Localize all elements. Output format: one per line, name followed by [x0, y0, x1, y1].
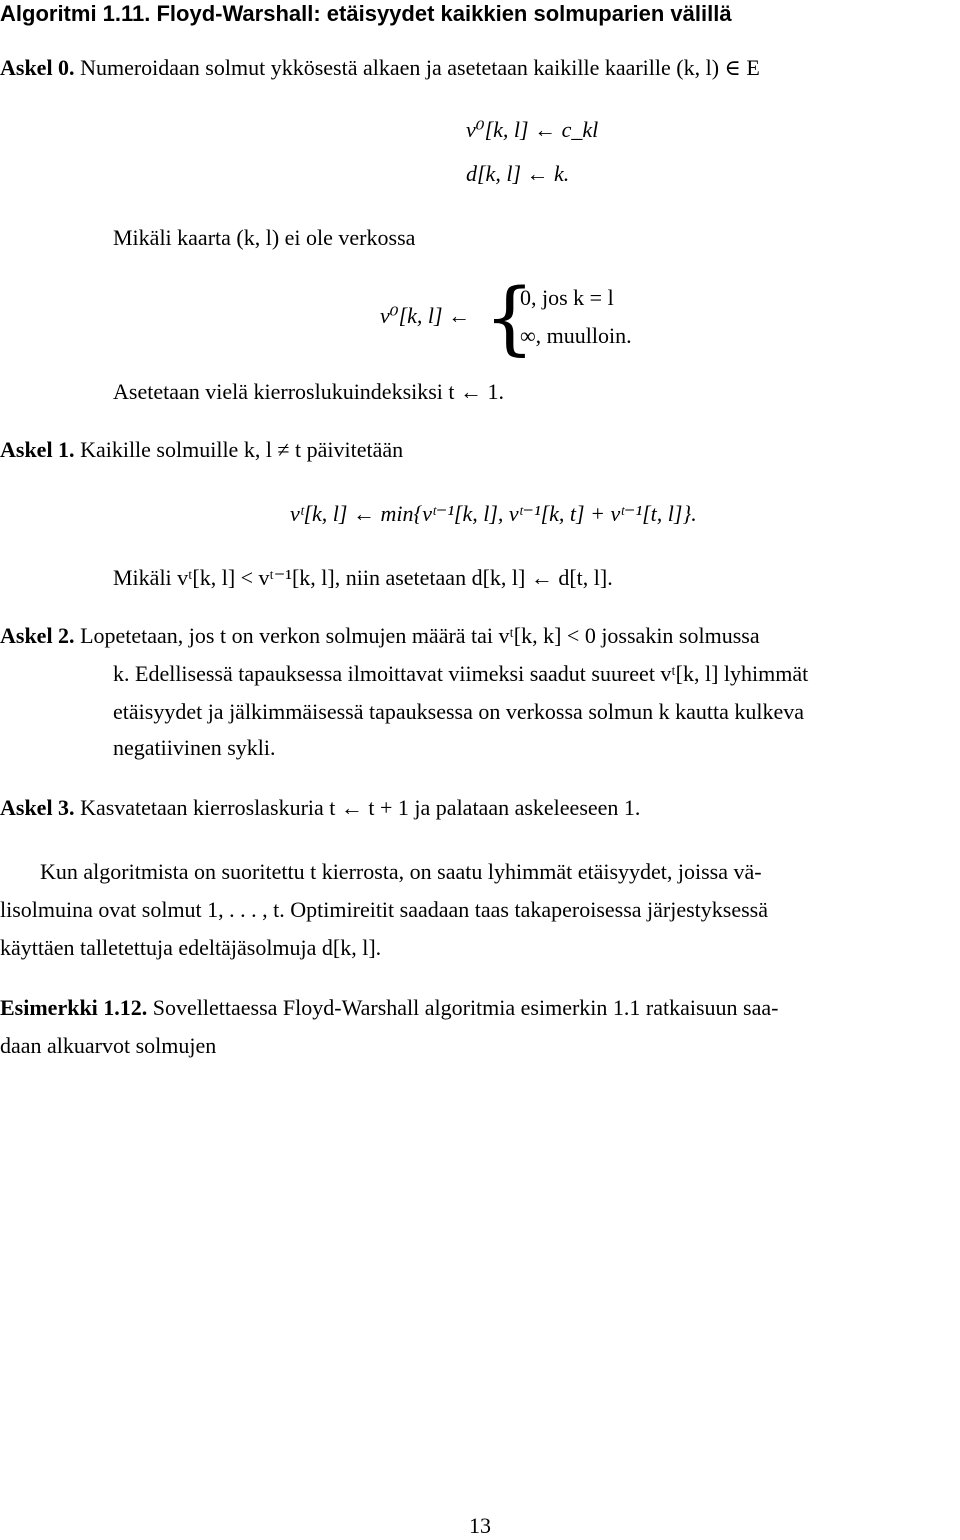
step0-line [0, 54, 760, 82]
paragraph-line3: käyttäen talletettuja edeltäjäsolmuja d[k, l]. [0, 935, 382, 960]
step1-line [0, 436, 403, 464]
example-line2: daan alkuarvot solmujen [0, 1033, 217, 1058]
paragraph-line1: Kun algoritmista on suoritettu t kierrosta, on saatu lyhimmät etäisyydet, joissa vä- [40, 859, 762, 884]
algorithm-heading: Algoritmi 1.11. Floyd-Warshall: etäisyydet kaikkien solmuparien välillä [0, 1, 732, 26]
step0-noarc: Mikäli kaarta (k, l) ei ole verkossa [113, 225, 416, 250]
step1-condition: Mikäli vᵗ[k, l] < vᵗ⁻¹[k, l], niin asetetaan d[k, l] ← d[t, l]. [113, 565, 613, 590]
step0-eq-cost: v⁰[k, l] ← c_kl [466, 117, 599, 142]
page-number: 13 [469, 1513, 491, 1538]
step3-line [0, 794, 640, 822]
step2-line1 [0, 622, 760, 650]
example-label: Esimerkki 1.12. [0, 995, 148, 1020]
example-line1 [0, 994, 778, 1022]
step0-case-lhs: v⁰[k, l] ← [380, 303, 471, 328]
step1-text: Kaikille solmuille k, l ≠ t päivitetään [80, 437, 404, 462]
step0-eq-pred: d[k, l] ← k. [466, 161, 570, 186]
step0-case-other: ∞, muulloin. [520, 323, 632, 348]
step0-init-t: Asetetaan vielä kierroslukuindeksiksi t ← 1. [113, 379, 505, 404]
step2-line2: k. Edellisessä tapauksessa ilmoittavat viimeksi saadut suureet vᵗ[k, l] lyhimmät [113, 661, 809, 686]
paragraph-line2: lisolmuina ovat solmut 1, . . . , t. Optimireitit saadaan taas takaperoisessa järjestyksessä [0, 897, 769, 922]
step3-text: Kasvatetaan kierroslaskuria t ← t + 1 ja palataan askeleeseen 1. [80, 795, 641, 820]
case-brace: { [484, 271, 535, 364]
step3-label: Askel 3. [0, 795, 75, 820]
step2-line3: etäisyydet ja jälkimmäisessä tapauksessa on verkossa solmun k kautta kulkeva [113, 699, 805, 724]
step2-label: Askel 2. [0, 623, 75, 648]
step1-update-eq: vᵗ[k, l] ← min{vᵗ⁻¹[k, l], vᵗ⁻¹[k, t] + vᵗ⁻¹[t, l]}. [290, 501, 697, 526]
step2-line4: negatiivinen sykli. [113, 735, 276, 760]
step0-text: Numeroidaan solmut ykkösestä alkaen ja asetetaan kaikille kaarille (k, l) ∈ E [80, 55, 760, 80]
step1-label: Askel 1. [0, 437, 75, 462]
step2-text-1: Lopetetaan, jos t on verkon solmujen määrä tai vᵗ[k, k] < 0 jossakin solmussa [80, 623, 760, 648]
step0-case-equal: 0, jos k = l [520, 285, 614, 310]
example-text-1: Sovellettaessa Floyd-Warshall algoritmia esimerkin 1.1 ratkaisuun saa- [152, 995, 779, 1020]
step0-label: Askel 0. [0, 55, 75, 80]
